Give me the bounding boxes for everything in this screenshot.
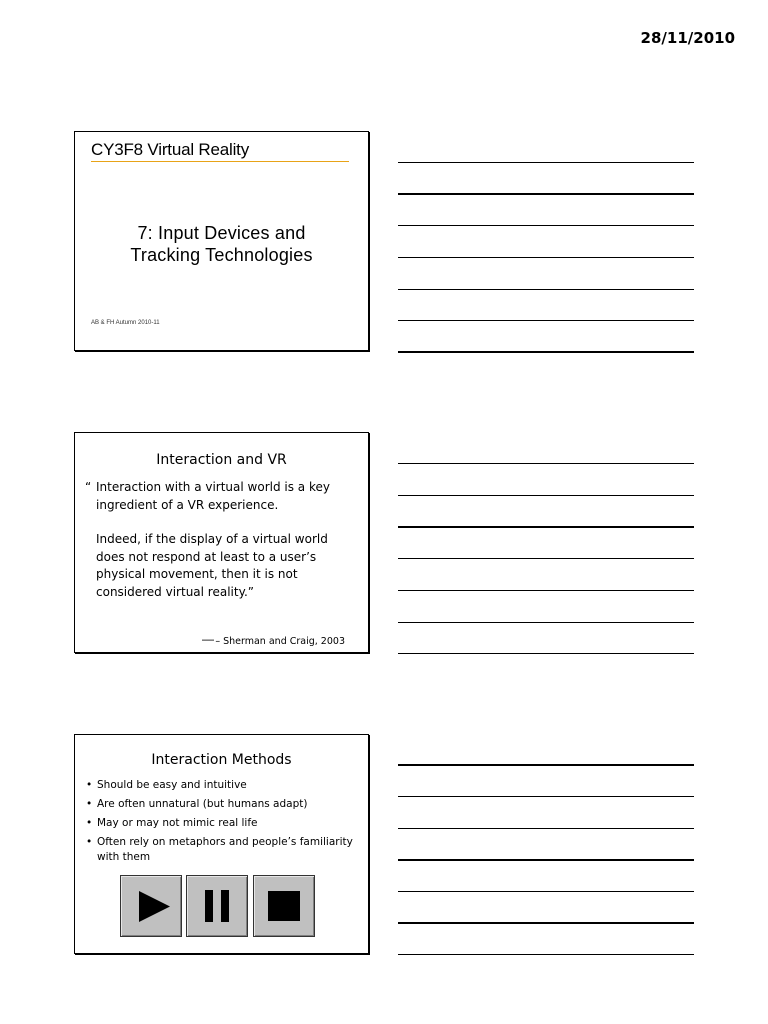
bullet-marker: • <box>86 836 93 848</box>
note-line <box>398 891 694 892</box>
note-line <box>398 193 694 195</box>
note-line <box>398 463 694 464</box>
note-line <box>398 653 694 654</box>
stop-button <box>253 875 315 937</box>
bullet-marker: • <box>86 817 93 829</box>
play-button <box>120 875 182 937</box>
list-item-text: Often rely on metaphors and people’s familiarity with them <box>97 836 353 863</box>
note-line <box>398 526 694 528</box>
slide-title: Interaction and VR <box>156 452 287 468</box>
list-item <box>86 835 356 865</box>
note-line <box>398 954 694 955</box>
slide-title <box>75 222 368 266</box>
list-item-text: Should be easy and intuitive <box>97 779 247 791</box>
quote-paragraph-2: Indeed, if the display of a virtual world does not respond at least to a user’s physical movement, then it is not considered virtual reality.” <box>96 532 328 599</box>
note-line <box>398 764 694 766</box>
bullet-list <box>86 778 356 869</box>
note-line <box>398 558 694 559</box>
note-line <box>398 257 694 258</box>
stop-icon <box>254 876 314 936</box>
bullet-marker: • <box>86 779 93 791</box>
slide-footer: AB & FH Autumn 2010-11 <box>91 320 160 326</box>
pause-icon <box>187 876 247 936</box>
note-line <box>398 320 694 321</box>
note-line <box>398 828 694 829</box>
note-line <box>398 289 694 290</box>
title-underline <box>91 161 349 162</box>
page-date: 28/11/2010 <box>640 29 735 47</box>
slide-title: Interaction Methods <box>151 752 292 768</box>
slide-title-line-1: 7: Input Devices and <box>137 223 306 243</box>
note-line <box>398 162 694 163</box>
note-line <box>398 796 694 797</box>
pause-button <box>186 875 248 937</box>
slide-title-line-2: Tracking Technologies <box>130 245 313 265</box>
list-item <box>86 778 356 793</box>
list-item-text: Are often unnatural (but humans adapt) <box>97 798 308 810</box>
slide-thumbnail-3 <box>74 734 369 954</box>
slide-thumbnail-1 <box>74 131 369 351</box>
list-item-text: May or may not mimic real life <box>97 817 258 829</box>
attribution-dash: — <box>202 632 214 646</box>
note-line <box>398 590 694 591</box>
quote-paragraph-1: Interaction with a virtual world is a key ingredient of a VR experience. <box>96 480 330 512</box>
course-title: CY3F8 Virtual Reality <box>91 140 249 159</box>
bullet-marker: • <box>86 798 93 810</box>
quote-attribution: – Sherman and Craig, 2003 <box>215 636 345 647</box>
note-line <box>398 225 694 226</box>
note-line <box>398 922 694 924</box>
play-icon <box>121 876 181 936</box>
note-line <box>398 859 694 861</box>
quote-body <box>85 479 356 618</box>
list-item <box>86 816 356 831</box>
note-line <box>398 495 694 496</box>
slide-thumbnail-2 <box>74 432 369 653</box>
note-line <box>398 351 694 353</box>
note-line <box>398 622 694 623</box>
open-quote-mark: “ <box>85 480 92 494</box>
list-item <box>86 797 356 812</box>
